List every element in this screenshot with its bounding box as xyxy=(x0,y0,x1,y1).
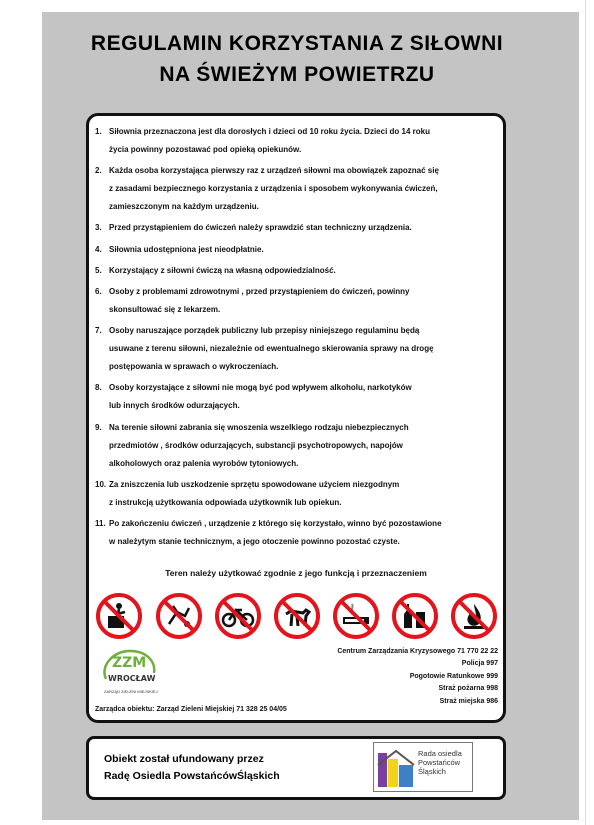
rule-text-line: Przed przystąpieniem do ćwiczeń należy sprawdzić stan techniczny urządzenia. xyxy=(109,223,412,233)
rule-text-line: Osoby z problemami zdrowotnymi , przed przystąpieniem do ćwiczeń, powinny xyxy=(109,286,410,296)
emergency-line: Straż pożarna 998 xyxy=(438,685,498,693)
rule-number: 8. xyxy=(95,383,102,393)
rule-item xyxy=(95,476,505,512)
rule-number: 2. xyxy=(95,166,102,176)
rule-text-line: postępowania w sprawach o wykroczeniach. xyxy=(109,362,279,372)
emergency-line: Policja 997 xyxy=(461,660,498,668)
rule-text-line: Osoby korzystające z siłowni nie mogą być pod wpływem alkoholu, narkotyków xyxy=(109,383,412,393)
rules-list xyxy=(95,123,505,554)
title-line-2: NA ŚWIEŻYM POWIETRZU xyxy=(159,63,435,86)
rule-text-line: alkoholowych oraz palenia wyrobów tytoniowych. xyxy=(109,458,299,468)
rule-text-line: przedmiotów , środków odurzających, substancji psychotropowych, napojów xyxy=(109,440,403,450)
funding-text xyxy=(104,751,280,785)
no-smoking-icon xyxy=(332,592,380,640)
rule-number: 4. xyxy=(95,244,102,254)
rule-text-line: Na terenie siłowni zabrania się wnoszenia wszelkiego rodzaju niebezpiecznych xyxy=(109,422,409,432)
council-line-3: Śląskich xyxy=(418,767,446,776)
rule-text-line: Za zniszczenia lub uszkodzenie sprzętu spowodowane użyciem niezgodnym xyxy=(109,479,400,489)
logo-text: ZZM xyxy=(112,655,147,671)
emergency-line: Straż miejska 986 xyxy=(439,697,498,705)
rule-item xyxy=(95,322,505,376)
logo-sub-2: ZARZĄD ZIELENI MIEJSKIEJ xyxy=(104,689,158,694)
council-line-1: Rada osiedla xyxy=(418,749,462,758)
rule-number: 5. xyxy=(95,265,102,275)
no-dogs-icon xyxy=(273,592,321,640)
rule-text-line: Po zakończeniu ćwiczeń , urządzenie z którego się korzystało, winno być pozostawione xyxy=(109,518,442,528)
rule-item xyxy=(95,283,505,319)
rule-item xyxy=(95,379,505,415)
title-line-1: REGULAMIN KORZYSTANIA Z SIŁOWNI xyxy=(90,32,504,55)
page-edge-line xyxy=(585,0,586,825)
rule-text-line: lub innych środków odurzających. xyxy=(109,401,240,411)
rule-text-line: z instrukcją użytkowania odpowiada użytkownik lub opiekun. xyxy=(109,497,342,507)
council-line-2: Powstańców xyxy=(418,758,461,767)
rule-text-line: Siłownia przeznaczona jest dla dorosłych i dzieci od 10 roku życia. Dzieci do 14 roku xyxy=(109,127,430,136)
no-climbing-icon xyxy=(95,592,143,640)
rule-text-line: Każda osoba korzystająca pierwszy raz z urządzeń siłowni ma obowiązek zapoznać się xyxy=(109,166,439,176)
rule-item xyxy=(95,162,505,216)
rule-item xyxy=(95,123,505,159)
rule-item xyxy=(95,241,505,259)
rule-text-line: Siłownia udostępniona jest nieodpłatnie. xyxy=(109,244,264,254)
emergency-line: Pogotowie Ratunkowe 999 xyxy=(409,672,498,680)
no-vandalism-icon xyxy=(155,592,203,640)
rule-item xyxy=(95,262,505,280)
rule-number: 1. xyxy=(95,127,102,136)
rule-text-line: w należytym stanie technicznym, a jego otoczenie powinno pozostać czyste. xyxy=(109,536,400,546)
usage-note: Teren należy użytkować zgodnie z jego funkcją i przeznaczeniem xyxy=(165,568,427,578)
rule-text-line: Osoby naruszające porządek publiczny lub przepisy niniejszego regulaminu będą xyxy=(109,326,420,336)
rule-number: 3. xyxy=(95,223,102,233)
page-title xyxy=(0,28,594,90)
rule-text-line: Korzystający z siłowni ćwiczą na własną odpowiedzialność. xyxy=(109,265,336,275)
rule-item xyxy=(95,419,505,473)
rule-text-line: z zasadami bezpiecznego korzystania z urządzenia i sposobem wykonywania ćwiczeń, xyxy=(109,184,438,194)
rule-number: 6. xyxy=(95,286,102,296)
council-name xyxy=(418,749,462,776)
rule-number: 7. xyxy=(95,326,102,336)
rule-text-line: zamieszczonym na każdym urządzeniu. xyxy=(109,202,259,212)
emergency-numbers xyxy=(280,646,498,708)
prohibition-icons xyxy=(95,592,500,642)
rule-number: 9. xyxy=(95,422,102,432)
rule-item xyxy=(95,515,505,551)
emergency-line: Centrum Zarządzania Kryzysowego 71 770 22 22 xyxy=(337,648,498,655)
rule-number: 10. xyxy=(95,479,107,489)
funding-line-2: Radę Osiedla PowstańcówŚląskich xyxy=(104,770,280,782)
no-fire-icon xyxy=(450,592,498,640)
logo-sub-1: WROCŁAW xyxy=(108,674,156,683)
no-alcohol-icon xyxy=(391,592,439,640)
no-bicycles-icon xyxy=(214,592,262,640)
rule-text-line: skonsultować się z lekarzem. xyxy=(109,304,221,314)
rule-text-line: życia powinny pozostawać pod opieką opiekunów. xyxy=(109,145,302,154)
rule-number: 11. xyxy=(95,518,106,528)
funding-line-1: Obiekt został ufundowany przez xyxy=(104,753,264,765)
administrator-info: Zarządca obiektu: Zarząd Zieleni Miejskiej 71 328 25 04/05 xyxy=(95,706,287,713)
rule-item xyxy=(95,219,505,237)
rule-text-line: usuwane z terenu siłowni, niezależnie od ewentualnego skierowania sprawy na drogę xyxy=(109,344,434,354)
